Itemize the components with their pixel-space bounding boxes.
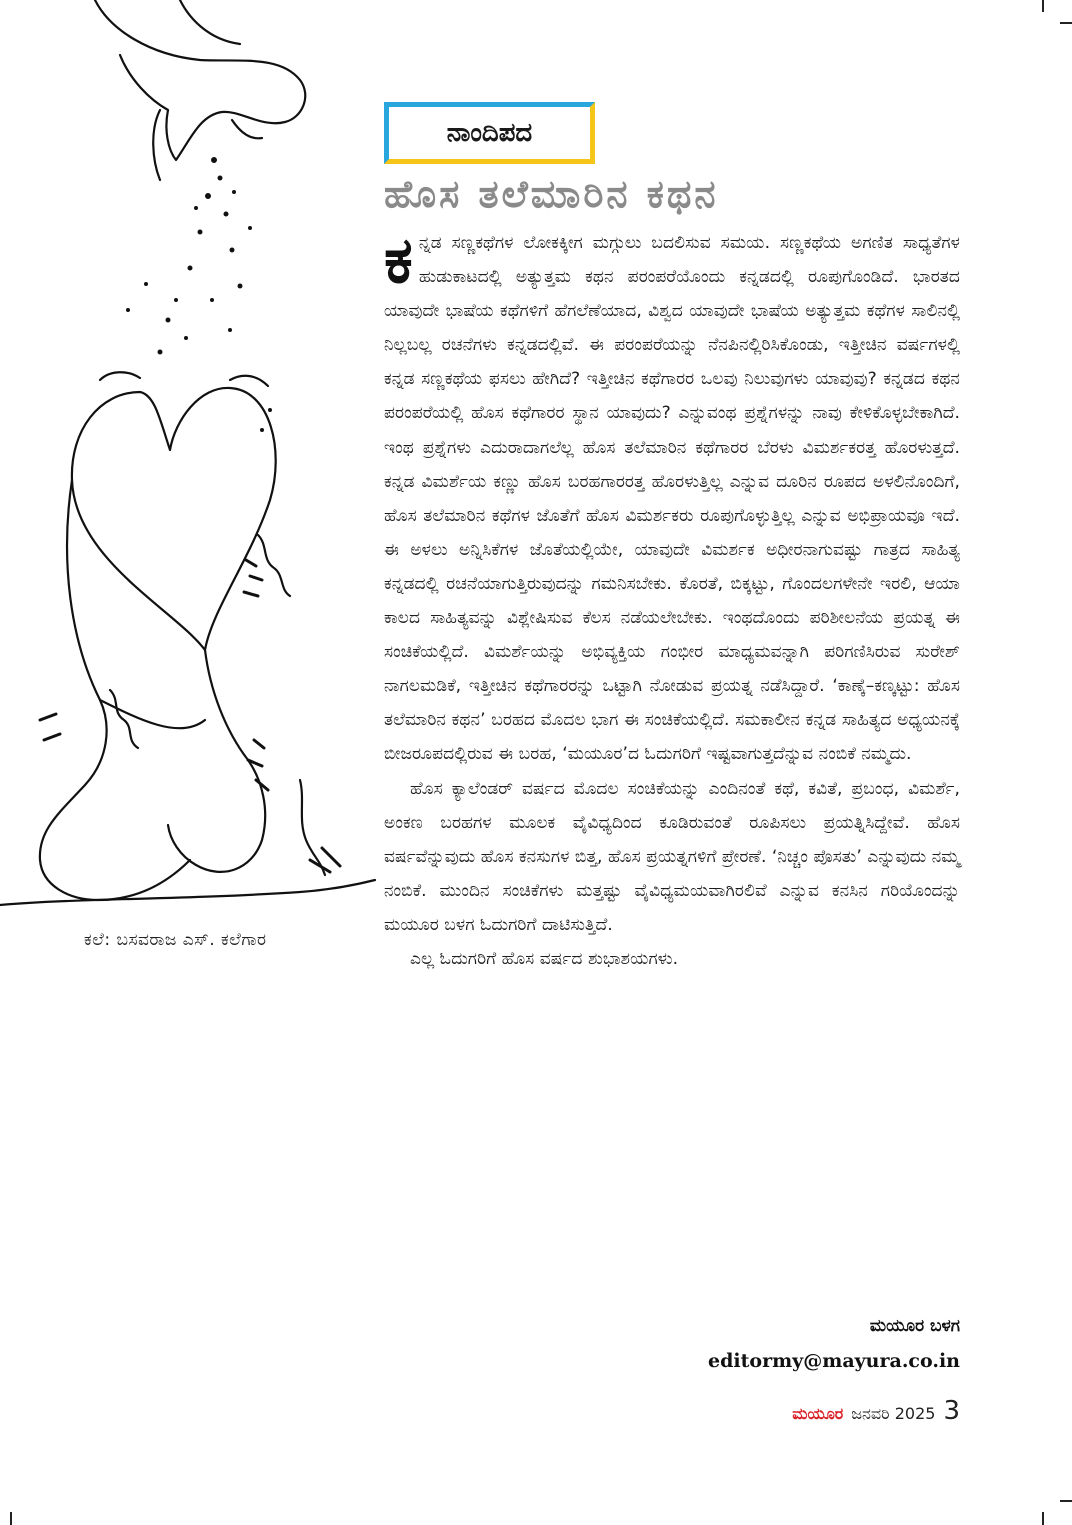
page-number: 3 bbox=[943, 1396, 960, 1426]
editorial-signoff: ಮಯೂರ ಬಳಗ bbox=[869, 1316, 960, 1336]
article-paragraph-2: ಹೊಸ ಕ್ಯಾಲೆಂಡರ್ ವರ್ಷದ ಮೊದಲ ಸಂಚಿಕೆಯನ್ನು ಎಂದಿನಂತೆ ಕಥೆ, ಕವಿತೆ, ಪ್ರಬಂಧ, ವಿಮರ್ಶೆ, ಅಂಕಣ ಬರಹಗಳ ಮೂಲಕ ವೈವಿಧ್ಯದಿಂದ ಕೂಡಿರುವಂತೆ ರೂಪಿಸಲು ಪ್ರಯತ್ನಿಸಿದ್ದೇವೆ. ಹೊಸ ವರ್ಷವೆನ್ನುವುದು ಹೊಸ ಕನಸುಗಳ ಬಿತ್ತ, ಹೊಸ ಪ್ರಯತ್ನಗಳಿಗೆ ಪ್ರೇರಣೆ. ‘ನಿಚ್ಚಂ ಪೊಸತು’ ಎನ್ನುವುದು ನಮ್ಮ ನಂಬಿಕೆ. ಮುಂದಿನ ಸಂಚಿಕೆಗಳು ಮತ್ತಷ್ಟು ವೈವಿಧ್ಯಮಯವಾಗಿರಲಿವೆ ಎನ್ನುವ ಕನಸಿನ ಗರಿಯೊಂದನ್ನು ಮಯೂರ ಬಳಗ ಓದುಗರಿಗೆ ದಾಟಿಸುತ್ತಿದೆ. bbox=[384, 778, 960, 935]
illustration-caption: ಕಲೆ: ಬಸವರಾಜ ಎಸ್. ಕಲೆಗಾರ bbox=[84, 930, 267, 950]
crop-mark-right bbox=[1060, 22, 1072, 24]
article-paragraph-1 bbox=[384, 226, 960, 772]
paragraph-1-text: ನ್ನಡ ಸಣ್ಣಕಥೆಗಳ ಲೋಕಕ್ಕೀಗ ಮಗ್ಗುಲು ಬದಲಿಸುವ ಸಮಯ. ಸಣ್ಣಕಥೆಯ ಅಗಣಿತ ಸಾಧ್ಯತೆಗಳ ಹುಡುಕಾಟದಲ್ಲಿ ಅತ್ಯುತ್ತಮ ಕಥನ ಪರಂಪರೆಯೊಂದು ಕನ್ನಡದಲ್ಲಿ ರೂಪುಗೊಂಡಿದೆ. ಭಾರತದ ಯಾವುದೇ ಭಾಷೆಯ ಕಥೆಗಳಿಗೆ ಹೆಗಲೆಣೆಯಾದ, ವಿಶ್ವದ ಯಾವುದೇ ಭಾಷೆಯ ಅತ್ಯುತ್ತಮ ಕಥೆಗಳ ಸಾಲಿನಲ್ಲಿ ನಿಲ್ಲಬಲ್ಲ ರಚನೆಗಳು ಕನ್ನಡದಲ್ಲಿವೆ. ಈ ಪರಂಪರೆಯನ್ನು ನೆನಪಿನಲ್ಲಿರಿಸಿಕೊಂಡು, ಇತ್ತೀಚಿನ ವರ್ಷಗಳಲ್ಲಿ ಕನ್ನಡ ಸಣ್ಣಕಥೆಯ ಫಸಲು ಹೇಗಿದೆ? ಇತ್ತೀಚಿನ ಕಥೆಗಾರರ ಒಲವು ನಿಲುವುಗಳು ಯಾವುವು? ಕನ್ನಡದ ಕಥನ ಪರಂಪರೆಯಲ್ಲಿ ಹೊಸ ಕಥೆಗಾರರ ಸ್ಥಾನ ಯಾವುದು? ಎನ್ನುವಂಥ ಪ್ರಶ್ನೆಗಳನ್ನು ನಾವು ಕೇಳಿಕೊಳ್ಳಬೇಕಾಗಿದೆ. ಇಂಥ ಪ್ರಶ್ನೆಗಳು ಎದುರಾದಾಗಲೆಲ್ಲ ಹೊಸ ತಲೆಮಾರಿನ ಕಥೆಗಾರರ ಬೆರಳು ವಿಮರ್ಶಕರತ್ತ ಹೊರಳುತ್ತದೆ. ಕನ್ನಡ ವಿಮರ್ಶೆಯ ಕಣ್ಣು ಹೊಸ ಬರಹಗಾರರತ್ತ ಹೊರಳುತ್ತಿಲ್ಲ ಎನ್ನುವ ದೂರಿನ ರೂಪದ ಅಳಲಿನೊಂದಿಗೆ, ಹೊಸ ತಲೆಮಾರಿನ ಕಥೆಗಳ ಜೊತೆಗೆ ಹೊಸ ವಿಮರ್ಶಕರು ರೂಪುಗೊಳ್ಳುತ್ತಿಲ್ಲ ಎನ್ನುವ ಅಭಿಪ್ರಾಯವೂ ಇದೆ. ಈ ಅಳಲು ಅನ್ನಿಸಿಕೆಗಳ ಜೊತೆಯಲ್ಲಿಯೇ, ಯಾವುದೇ ವಿಮರ್ಶಕ ಅಧೀರನಾಗುವಷ್ಟು ಗಾತ್ರದ ಸಾಹಿತ್ಯ ಕನ್ನಡದಲ್ಲಿ ರಚನೆಯಾಗುತ್ತಿರುವುದನ್ನು ಗಮನಿಸಬೇಕು. ಕೊರತೆ, ಬಿಕ್ಕಟ್ಟು, ಗೊಂದಲಗಳೇನೇ ಇರಲಿ, ಆಯಾ ಕಾಲದ ಸಾಹಿತ್ಯವನ್ನು ವಿಶ್ಲೇಷಿಸುವ ಕೆಲಸ ನಡೆಯಲೇಬೇಕು. ಇಂಥದೊಂದು ಪರಿಶೀಲನೆಯ ಪ್ರಯತ್ನ ಈ ಸಂಚಿಕೆಯಲ್ಲಿದೆ. ವಿಮರ್ಶೆಯನ್ನು ಅಭಿವ್ಯಕ್ತಿಯ ಗಂಭೀರ ಮಾಧ್ಯಮವನ್ನಾಗಿ ಪರಿಗಣಿಸಿರುವ ಸುರೇಶ್ ನಾಗಲಮಡಿಕೆ, ಇತ್ತೀಚಿನ ಕಥೆಗಾರರನ್ನು ಒಟ್ಟಾಗಿ ನೋಡುವ ಪ್ರಯತ್ನ ನಡೆಸಿದ್ದಾರೆ. ‘ಕಾಣ್ಕೆ–ಕಣ್ಕಟ್ಟು: ಹೊಸ ತಲೆಮಾರಿನ ಕಥನ’ ಬರಹದ ಮೊದಲ ಭಾಗ ಈ ಸಂಚಿಕೆಯಲ್ಲಿದೆ. ಸಮಕಾಲೀನ ಕನ್ನಡ ಸಾಹಿತ್ಯದ ಅಧ್ಯಯನಕ್ಕೆ ಬೀಜರೂಪದಲ್ಲಿರುವ ಈ ಬರಹ, ‘ಮಯೂರ’ದ ಓದುಗರಿಗೆ ಇಷ್ಟವಾಗುತ್ತದೆನ್ನುವ ನಂಬಿಕೆ ನಮ್ಮದು. bbox=[384, 233, 960, 765]
article-paragraph-3: ಎಲ್ಲ ಓದುಗರಿಗೆ ಹೊಸ ವರ್ಷದ ಶುಭಾಶಯಗಳು. bbox=[410, 948, 679, 969]
crop-mark-bottom-right bbox=[1060, 1500, 1072, 1502]
line-art-illustration bbox=[0, 0, 380, 915]
crop-mark-bottom-left bbox=[10, 1512, 12, 1525]
drop-cap: ಕ bbox=[384, 224, 413, 298]
section-label: ನಾಂದಿಪದ bbox=[446, 117, 533, 148]
magazine-brand: ಮಯೂರ bbox=[792, 1404, 844, 1423]
section-label-badge bbox=[384, 102, 595, 164]
editor-email: editormy@mayura.co.in bbox=[708, 1350, 960, 1372]
article-body bbox=[384, 226, 960, 976]
crop-mark-top bbox=[1042, 0, 1044, 12]
page-footer bbox=[792, 1396, 960, 1426]
crop-mark-bottom bbox=[1042, 1512, 1044, 1525]
article-headline: ಹೊಸ ತಲೆಮಾರಿನ ಕಥನ bbox=[384, 172, 719, 216]
issue-date: ಜನವರಿ 2025 bbox=[851, 1404, 936, 1423]
